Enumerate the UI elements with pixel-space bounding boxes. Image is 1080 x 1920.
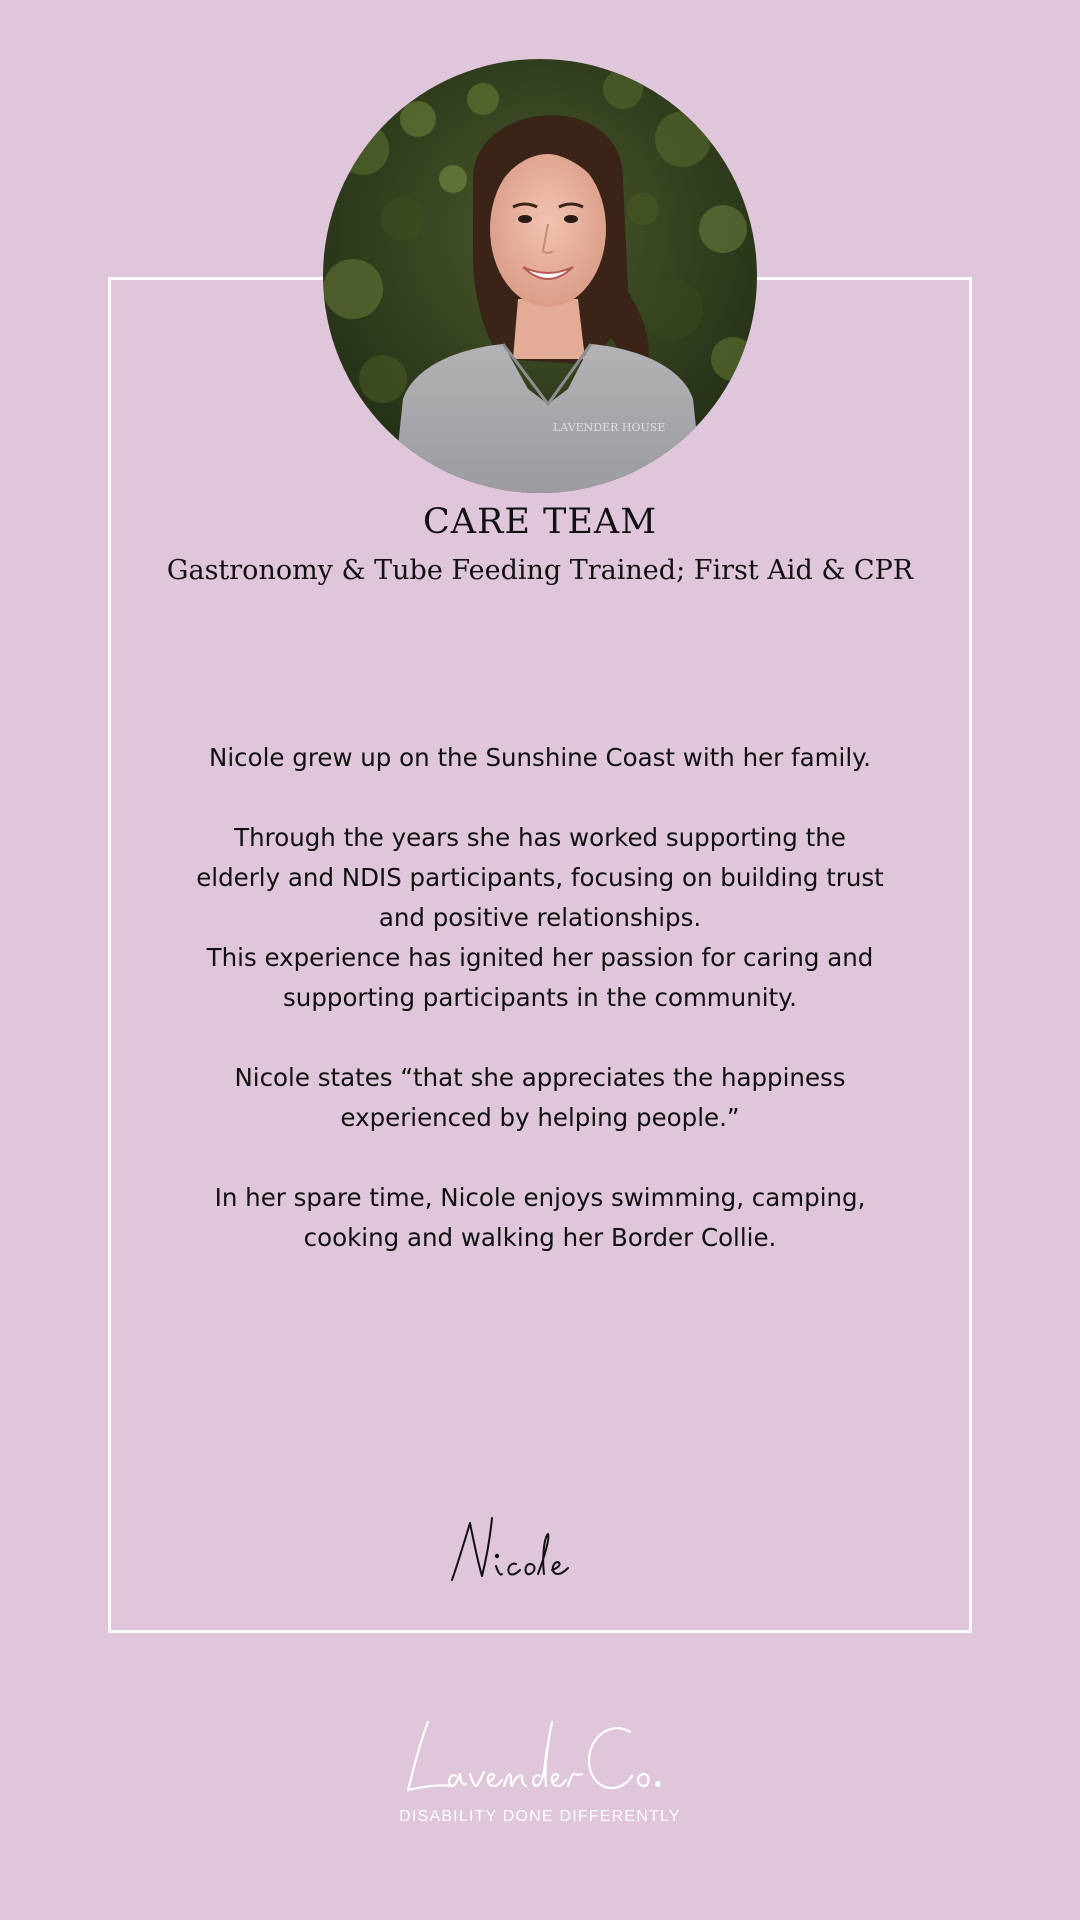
bio-line: elderly and NDIS participants, focusing on building trust — [196, 863, 884, 892]
signature — [440, 1508, 590, 1600]
bio-paragraph-2 — [150, 818, 930, 1018]
bio-line: Nicole states “that she appreciates the happiness — [234, 1063, 846, 1092]
bio-line: This experience has ignited her passion for caring and — [206, 943, 874, 972]
bio-line: In her spare time, Nicole enjoys swimming, camping, — [214, 1183, 866, 1212]
bio-line: supporting participants in the community. — [283, 983, 797, 1012]
bio-paragraph-4 — [150, 1178, 930, 1258]
shirt-logo-text: LAVENDER HOUSE — [553, 421, 666, 434]
brand-tagline: DISABILITY DONE DIFFERENTLY — [399, 1808, 681, 1825]
profile-photo — [323, 59, 757, 493]
qualifications-subtitle: Gastronomy & Tube Feeding Trained; First Aid & CPR — [166, 555, 914, 586]
brand-logo — [390, 1712, 690, 1812]
page-title: CARE TEAM — [422, 502, 658, 542]
bio-paragraph-3 — [150, 1058, 930, 1138]
bio-paragraph-1 — [150, 738, 930, 778]
bio-line: Nicole grew up on the Sunshine Coast with her family. — [209, 743, 871, 772]
bio-line: experienced by helping people.” — [340, 1103, 740, 1132]
bio-line: and positive relationships. — [378, 903, 702, 932]
bio-text — [150, 738, 930, 1258]
bio-line: Through the years she has worked supporting the — [234, 823, 846, 852]
bio-line: cooking and walking her Border Collie. — [303, 1223, 777, 1252]
